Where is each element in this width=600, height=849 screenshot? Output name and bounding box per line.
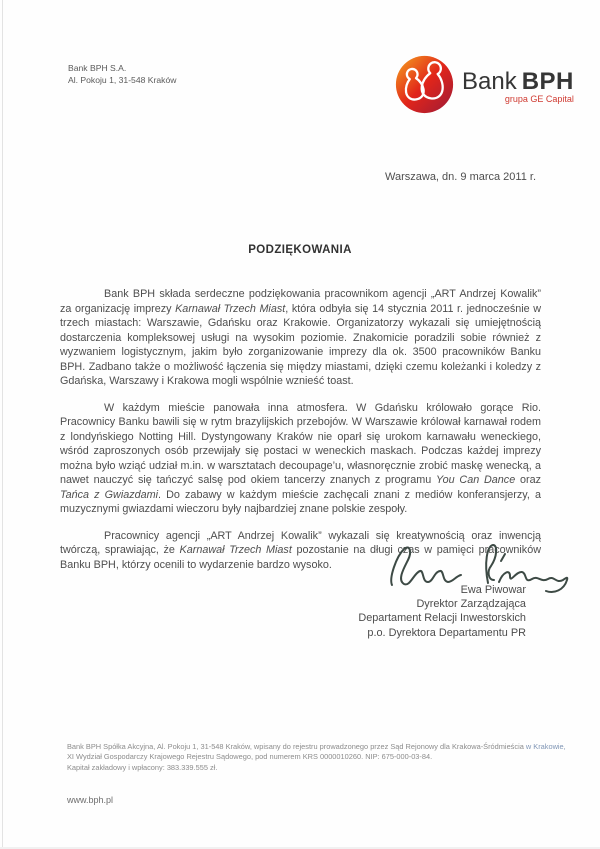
footer-line2: XI Wydział Gospodarczy Krajowego Rejestru Sądowego, pod numerem KRS 0000010260. NIP: 675-000-03-84. <box>67 752 433 762</box>
logo-wordmark <box>462 68 574 104</box>
signer-title-3: p.o. Dyrektora Departamentu PR <box>367 626 526 639</box>
legal-footer <box>67 742 583 773</box>
signer-title-1: Dyrektor Zarządzająca <box>416 598 526 611</box>
sender-name: Bank BPH S.A. <box>68 63 127 73</box>
paragraph: Pracownicy agencji „ART Andrzej Kowalik” wykazali się kreatywnością oraz inwencją twórczą, sprawiając, że Karnawał Trzech Miast pozostanie na długi czas w pamięci pracowników Banku BPH, którzy ocenili to wydarzenie bardzo wysoko. <box>60 529 541 571</box>
logo-tagline: grupa GE Capital <box>504 94 574 104</box>
logo-word-bank: Bank <box>462 68 517 95</box>
paragraph: W każdym mieście panowała inna atmosfera. W Gdańsku królowało gorące Rio. Pracownicy Banku bawili się w rytm brazylijskich przebojów. W Warszawie królował karnawał rodem z londyńskiego Notting Hill. Dystyngowany Kraków nie oparł się urokom karnawału weneckiego, wśród zaproszonych osób przewijały się postaci w weneckich maskach. Podczas każdej imprezy można było wziąć udział m.in. w warsztatach decoupage’u, własnoręcznie zrobić maskę wenecką, a nawet nauczyć się tańczyć salsę pod okiem tancerzy znanych z programu You Can Dance oraz Tańca z Gwiazdami. Do zabawy w każdym mieście zachęcali znani z mediów konferansjerzy, a muzycznymi gwiazdami wieczoru były najbardziej znane polskie zespoły. <box>60 401 541 515</box>
paragraph: Bank BPH składa serdeczne podziękowania pracownikom agencji „ART Andrzej Kowalik” za organizację imprezy Karnawał Trzech Miast, która odbyła się 14 stycznia 2011 r. jednocześnie w trzech miastach: Warszawie, Gdańsku oraz Krakowie. Organizatorzy wykazali się umiejętnością dostarczenia kompleksowej usługi na wysokim poziomie. Znakomicie poradzili sobie również z wyzwaniem logistycznym, jakim było zorganizowanie imprezy dla ok. 3500 pracowników Banku BPH. Zadbano także o możliwość łączenia się między miastami, dzięki czemu koleżanki i koledzy z Gdańska, Warszawy i Krakowa mogli wspólnie wznieść toast. <box>60 288 541 387</box>
letter-paragraphs <box>60 287 541 584</box>
sender-street: Al. Pokoju 1, 31-548 Kraków <box>68 74 177 85</box>
sender-address <box>68 63 176 86</box>
dateline: Warszawa, dn. 9 marca 2011 r. <box>385 171 537 183</box>
website-url: www.bph.pl <box>67 795 114 805</box>
logo-word-bph: BPH <box>521 68 574 95</box>
letter-title: PODZIĘKOWANIA <box>248 244 352 256</box>
signature-block <box>358 583 526 640</box>
footer-line1-accent: w Krakowie, <box>525 742 566 751</box>
signer-title-2: Departament Relacji Inwestorskich <box>358 612 526 625</box>
footer-line1: Bank BPH Spółka Akcyjna, Al. Pokoju 1, 31-548 Kraków, wpisany do rejestru prowadzonego przez Sąd Rejonowy dla Krakowa-Śródmieścia <box>67 742 526 751</box>
signer-name: Ewa Piwowar <box>460 584 526 596</box>
footer-line3: Kapitał zakładowy i wpłacony: 383.339.555 zł. <box>67 762 218 772</box>
bph-logo-icon <box>394 54 455 115</box>
